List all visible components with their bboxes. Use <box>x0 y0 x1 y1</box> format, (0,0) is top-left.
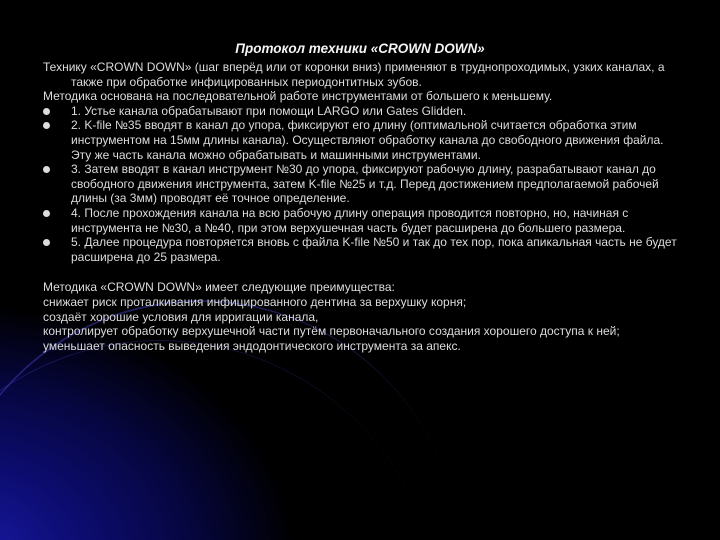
bullet-icon <box>43 239 50 246</box>
step-text: 3. Затем вводят в канал инструмент №30 до упора, фиксируют рабочую длину, разрабатывают канал до свободного движения инструмента, затем K-file №25 и т.д. Перед достижением предполагаемой рабочей длины (за 3мм) проводят её точное определение. <box>71 162 659 206</box>
step-text: 2. K-file №35 вводят в канал до упора, фиксируют его длину (оптимальной считается обработка этим инструментом на 15мм длины канала). Осуществляют обработку канала до свободного движения файла. Эту же часть канала можно обрабатывать и машинными инструментами. <box>71 118 664 162</box>
advantages-heading: Методика «CROWN DOWN» имеет следующие преимущества: <box>43 280 395 295</box>
bullet-icon <box>43 166 50 173</box>
list-item <box>43 104 683 119</box>
list-item: уменьшает опасность выведения эндодонтического инструмента за апекс. <box>43 338 461 353</box>
bullet-icon <box>43 108 50 115</box>
list-item: создаёт хорошие условия для ирригации канала, <box>43 309 319 324</box>
method-paragraph: Методика основана на последовательной работе инструментами от большего к меньшему. <box>43 89 553 104</box>
steps-list <box>43 104 683 265</box>
step-text: 4. После прохождения канала на всю рабочую длину операция проводится повторно, но, начиная с инструмента не №30, а №40, при этом верхушечная часть будет расширена до большего размера. <box>71 205 629 235</box>
bullet-icon <box>43 210 50 217</box>
list-item <box>43 206 683 235</box>
advantages-list <box>43 295 683 353</box>
slide-body <box>43 60 683 353</box>
slide-title: Протокол техники «CROWN DOWN» <box>235 41 485 56</box>
list-item: снижает риск проталкивания инфицированного дентина за верхушку корня; <box>43 294 467 309</box>
intro-paragraph: Технику «CROWN DOWN» (шаг вперёд или от коронки вниз) применяют в труднопроходимых, узких каналах, а также при обработке инфицированных периодонтитных зубов. <box>43 60 665 89</box>
list-item <box>43 118 683 162</box>
list-item <box>43 162 683 206</box>
bullet-icon <box>43 122 50 129</box>
list-item <box>43 235 683 264</box>
spacer <box>43 264 683 280</box>
step-text: 5. Далее процедура повторяется вновь с файла K-file №50 и так до тех пор, пока апикальная часть не будет расширена до 25 размера. <box>71 235 677 264</box>
list-item: контролирует обработку верхушечной части путём первоначального создания хорошего доступа к ней; <box>43 324 620 339</box>
step-text: 1. Устье канала обрабатывают при помощи LARGO или Gates Glidden. <box>71 103 467 118</box>
